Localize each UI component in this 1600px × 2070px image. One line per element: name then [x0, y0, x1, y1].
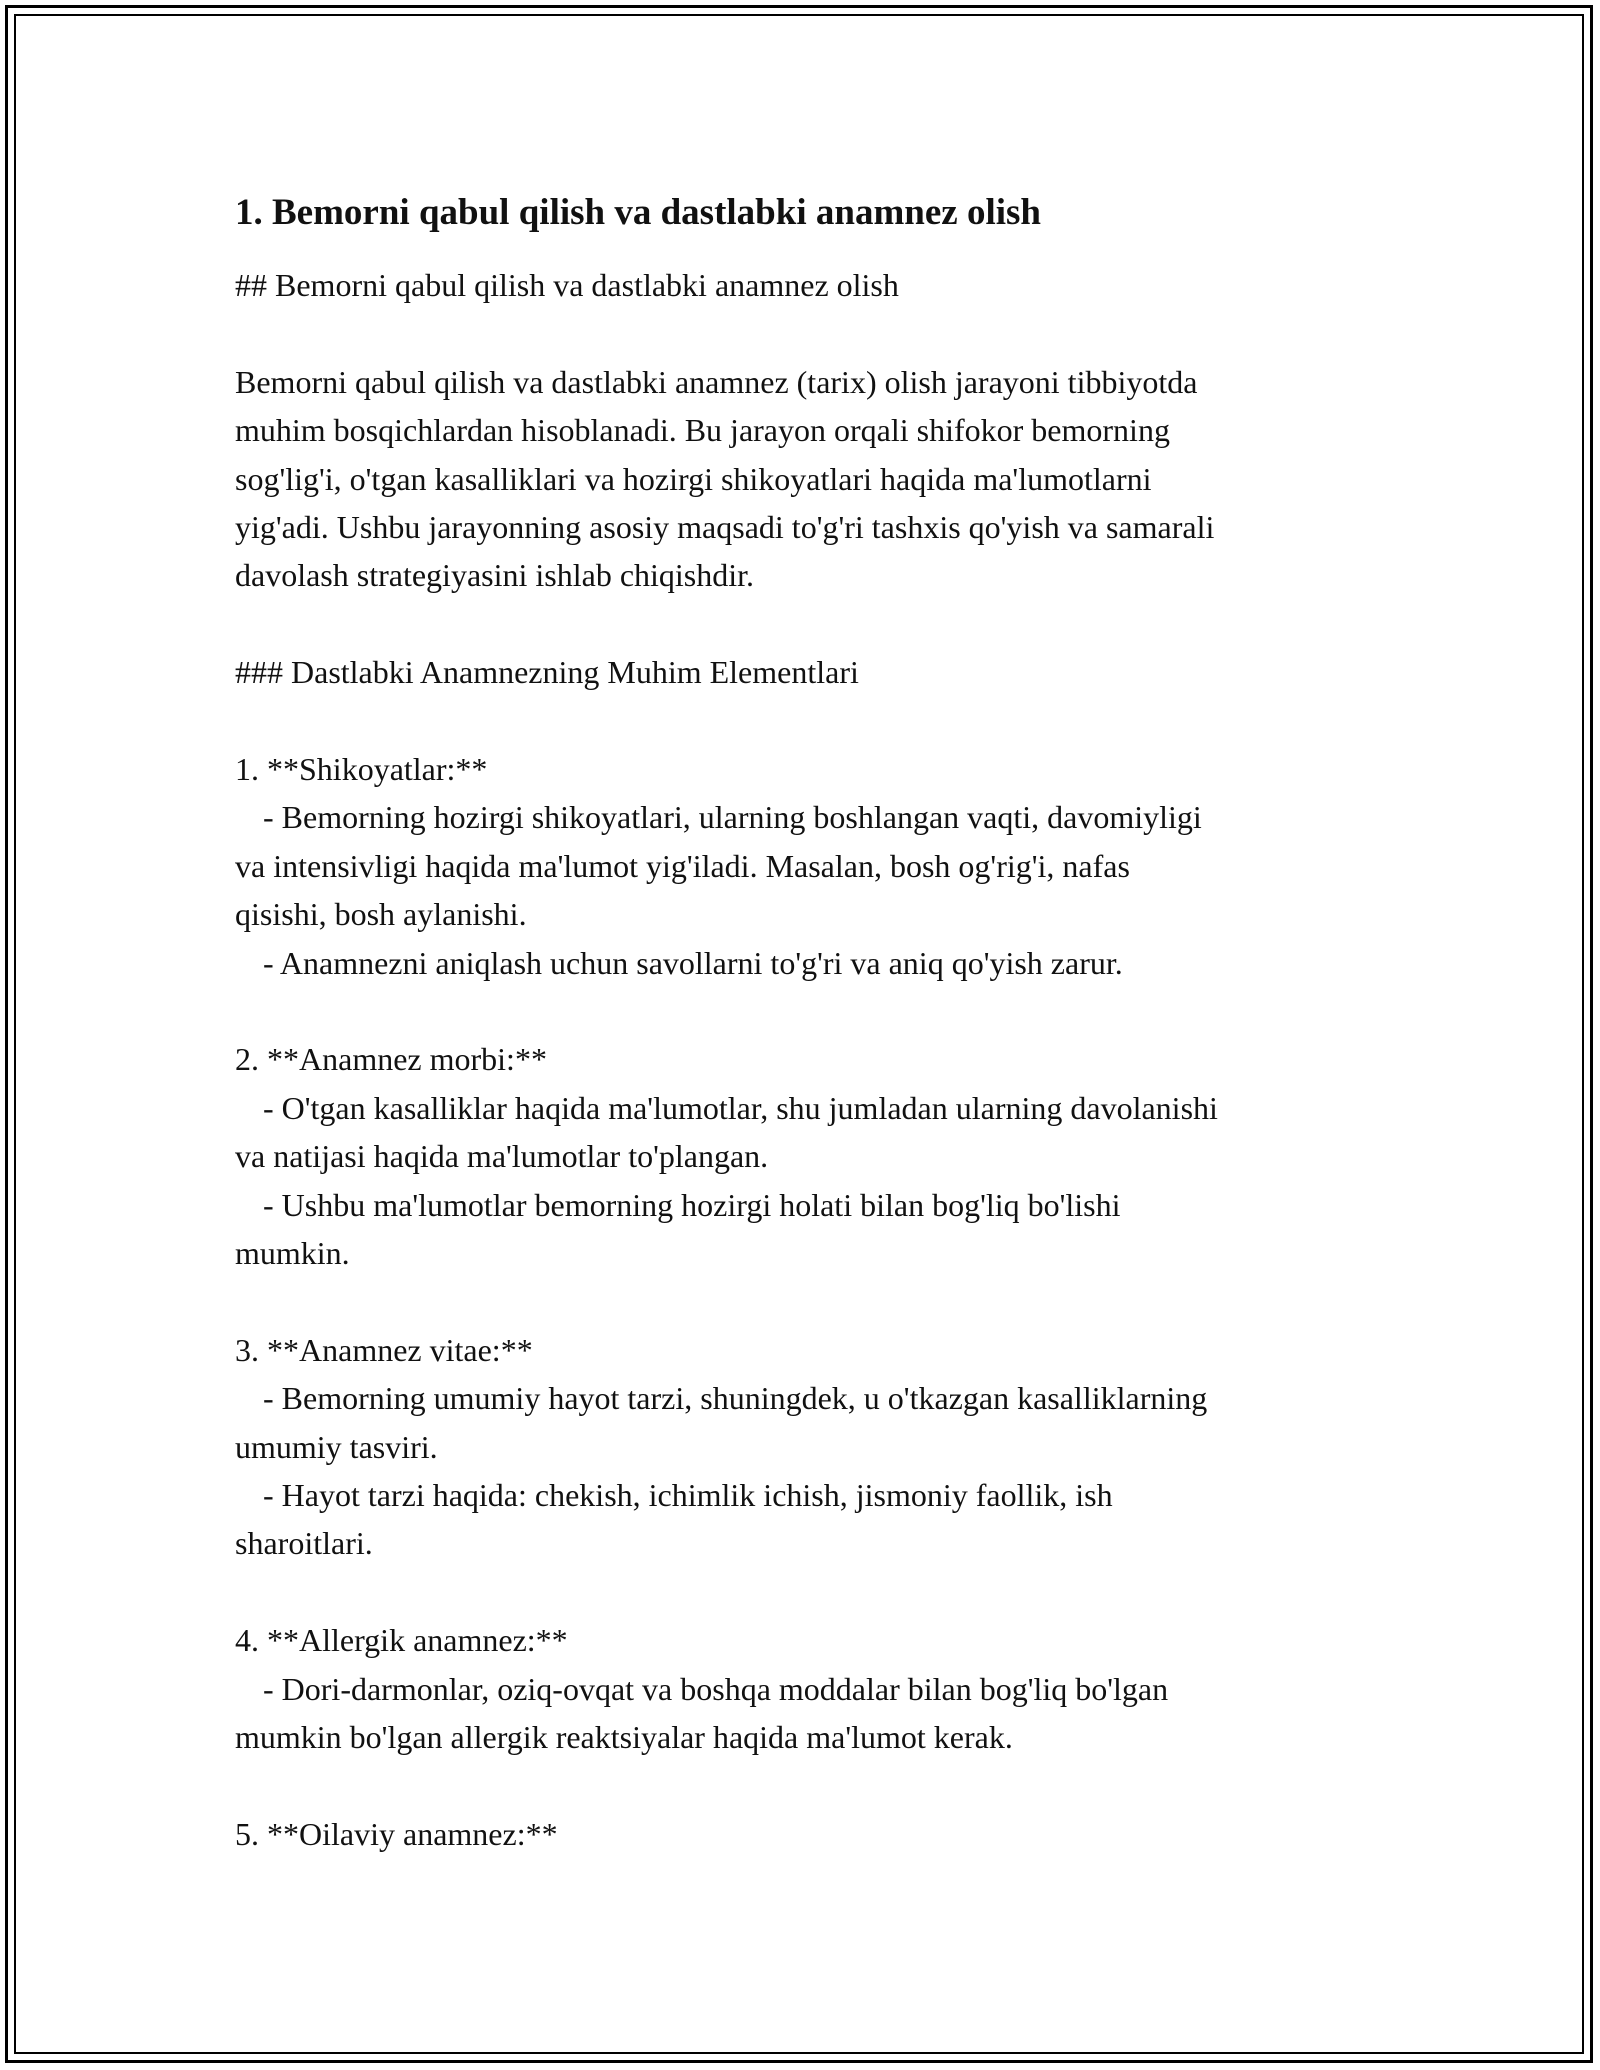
bullet-continuation: umumiy tasviri. — [235, 1428, 438, 1465]
list-item — [235, 1035, 1365, 1277]
bullet-line: - Dori-darmonlar, oziq-ovqat va boshqa moddalar bilan bog'liq bo'lgan — [263, 1670, 1169, 1707]
intro-line: yig'adi. Ushbu jarayonning asosiy maqsadi to'g'ri tashxis qo'yish va samarali — [235, 509, 1215, 546]
bullet-line: - Bemorning umumiy hayot tarzi, shuningdek, u o'tkazgan kasalliklarning — [263, 1380, 1208, 1417]
list-item — [235, 1616, 1365, 1761]
list-item-title: 5. **Oilaviy anamnez:** — [235, 1815, 558, 1852]
bullet-line: - Ushbu ma'lumotlar bemorning hozirgi holati bilan bog'liq bo'lishi — [263, 1186, 1121, 1223]
bullet-continuation: va natijasi haqida ma'lumotlar to'plangan. — [235, 1138, 769, 1175]
bullet-continuation: qisishi, bosh aylanishi. — [235, 896, 527, 933]
subsection-heading: ### Dastlabki Anamnezning Muhim Elementlari — [235, 654, 859, 691]
bullet-continuation: sharoitlari. — [235, 1525, 373, 1562]
intro-line: Bemorni qabul qilish va dastlabki anamnez (tarix) olish jarayoni tibbiyotda — [235, 363, 1198, 400]
blank-line — [235, 309, 1365, 357]
bullet-line: - Hayot tarzi haqida: chekish, ichimlik ichish, jismoniy faollik, ish — [263, 1477, 1113, 1514]
bullet-line: - O'tgan kasalliklar haqida ma'lumotlar, shu jumladan ularning davolanishi — [263, 1089, 1218, 1126]
blank-line — [235, 600, 1365, 648]
bullet-line: - Anamnezni aniqlash uchun savollarni to'g'ri va aniq qo'yish zarur. — [263, 944, 1123, 981]
blank-line — [235, 697, 1365, 745]
blank-line — [235, 1762, 1365, 1810]
list-item-title: 3. **Anamnez vitae:** — [235, 1331, 533, 1368]
list-item-title: 4. **Allergik anamnez:** — [235, 1622, 568, 1659]
intro-line: muhim bosqichlardan hisoblanadi. Bu jarayon orqali shifokor bemorning — [235, 412, 1170, 449]
bullet-line: - Bemorning hozirgi shikoyatlari, ularning boshlangan vaqti, davomiyligi — [263, 799, 1202, 836]
bullet-continuation: mumkin. — [235, 1235, 350, 1272]
list-item-title: 2. **Anamnez morbi:** — [235, 1041, 547, 1078]
document-title: 1. Bemorni qabul qilish va dastlabki anamnez olish — [235, 192, 1041, 233]
intro-line: davolash strategiyasini ishlab chiqishdir. — [235, 557, 755, 594]
intro-line: sog'lig'i, o'tgan kasalliklari va hozirgi shikoyatlari haqida ma'lumotlarni — [235, 460, 1152, 497]
blank-line — [235, 1277, 1365, 1325]
bullet-continuation: va intensivligi haqida ma'lumot yig'iladi. Masalan, bosh og'rig'i, nafas — [235, 847, 1130, 884]
list-item — [235, 1326, 1365, 1568]
document-body — [235, 188, 1365, 1858]
list-item — [235, 745, 1365, 987]
list-item — [235, 1810, 1365, 1858]
bullet-continuation: mumkin bo'lgan allergik reaktsiyalar haqida ma'lumot kerak. — [235, 1719, 1013, 1756]
blank-line — [235, 987, 1365, 1035]
list-item-title: 1. **Shikoyatlar:** — [235, 751, 488, 788]
section-heading: ## Bemorni qabul qilish va dastlabki anamnez olish — [235, 267, 899, 303]
blank-line — [235, 1568, 1365, 1616]
intro-paragraph — [235, 358, 1365, 600]
